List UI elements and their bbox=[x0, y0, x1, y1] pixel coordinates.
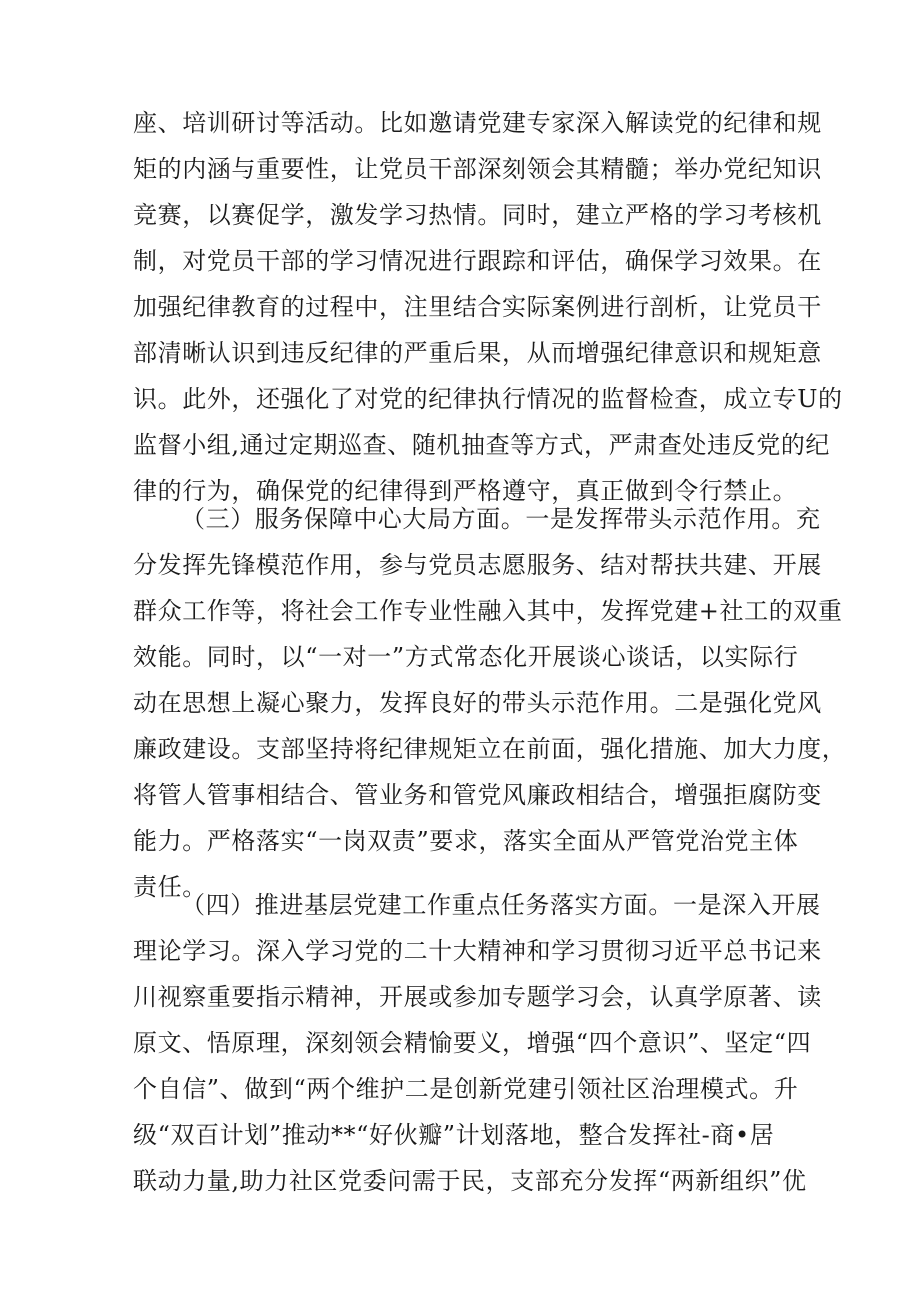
text-line: 制，对党员干部的学习情况进行跟踪和评估，确保学习效果。在 bbox=[133, 247, 822, 275]
text-line: 原文、悟原理，深刻领会精愉要义，增强“四个意识”、坚定“四 bbox=[133, 1029, 812, 1057]
text-line: 群众工作等，将社会工作专业性融入其中，发挥党建+社工的双重 bbox=[133, 597, 843, 625]
text-line: 个自信”、做到“两个维护二是创新党建引领社区治理模式。升 bbox=[133, 1075, 799, 1103]
paragraph-grassroots-tasks bbox=[133, 882, 822, 1204]
text-line: 部清晰认识到违反纪律的严重后果，从而增强纪律意识和规矩意 bbox=[133, 339, 822, 367]
text-line: 座、培训研讨等活动。比如邀请党建专家深入解读党的纪律和规 bbox=[133, 109, 822, 137]
text-line: 加强纪律教育的过程中，注里结合实际案例进行剖析，让党员干 bbox=[133, 293, 822, 321]
text-line: 能力。严格落实“一岗双责”要求，落实全面从严管党治党主体 bbox=[133, 827, 799, 855]
text-line: 廉政建设。支部坚持将纪律规矩立在前面，强化措施、加大力度， bbox=[133, 735, 847, 763]
text-line: 识。此外，还强化了对党的纪律执行情况的监督检查，成立专U的 bbox=[133, 385, 843, 413]
text-line: 理论学习。深入学习党的二十大精神和学习贯彻习近平总书记来 bbox=[133, 937, 822, 965]
text-line: 律的行为，确保党的纪律得到严格遵守，真正做到令行禁止。 bbox=[133, 477, 798, 505]
text-line: 川视察重要指示精神，开展或参加专题学习会，认真学原著、读 bbox=[133, 983, 822, 1011]
paragraph-service-guarantee bbox=[133, 496, 847, 910]
paragraph-discipline-education bbox=[133, 100, 843, 514]
paragraph-first-line: （三）服务保障中心大局方面。一是发挥带头示范作用。充 bbox=[181, 505, 821, 533]
text-line: 联动力量,助力社区党委问需于民，支部充分发挥“两新组织”优 bbox=[133, 1167, 807, 1195]
paragraph-first-line: （四）推进基层党建工作重点任务落实方面。一是深入开展 bbox=[181, 891, 821, 919]
text-line: 竞赛，以赛促学，激发学习热情。同时，建立严格的学习考核机 bbox=[133, 201, 822, 229]
text-line: 效能。同时，以“一对一”方式常态化开展谈心谈话，以实际行 bbox=[133, 643, 799, 671]
text-line: 责任。 bbox=[133, 873, 207, 901]
text-line: 动在思想上凝心聚力，发挥良好的带头示范作用。二是强化党风 bbox=[133, 689, 822, 717]
text-line: 分发挥先锋模范作用，参与党员志愿服务、结对帮扶共建、开展 bbox=[133, 551, 822, 579]
text-line: 级“双百计划”推动**“好伙瓣”计划落地，整合发挥社-商•居 bbox=[133, 1121, 775, 1149]
text-line: 矩的内涵与重要性，让党员干部深刻领会其精髓；举办党纪知识 bbox=[133, 155, 822, 183]
text-line: 将管人管事相结合、管业务和管党风廉政相结合，增强拒腐防变 bbox=[133, 781, 822, 809]
text-line: 监督小组,通过定期巡查、随机抽查等方式，严肃查处违反党的纪 bbox=[133, 431, 831, 459]
